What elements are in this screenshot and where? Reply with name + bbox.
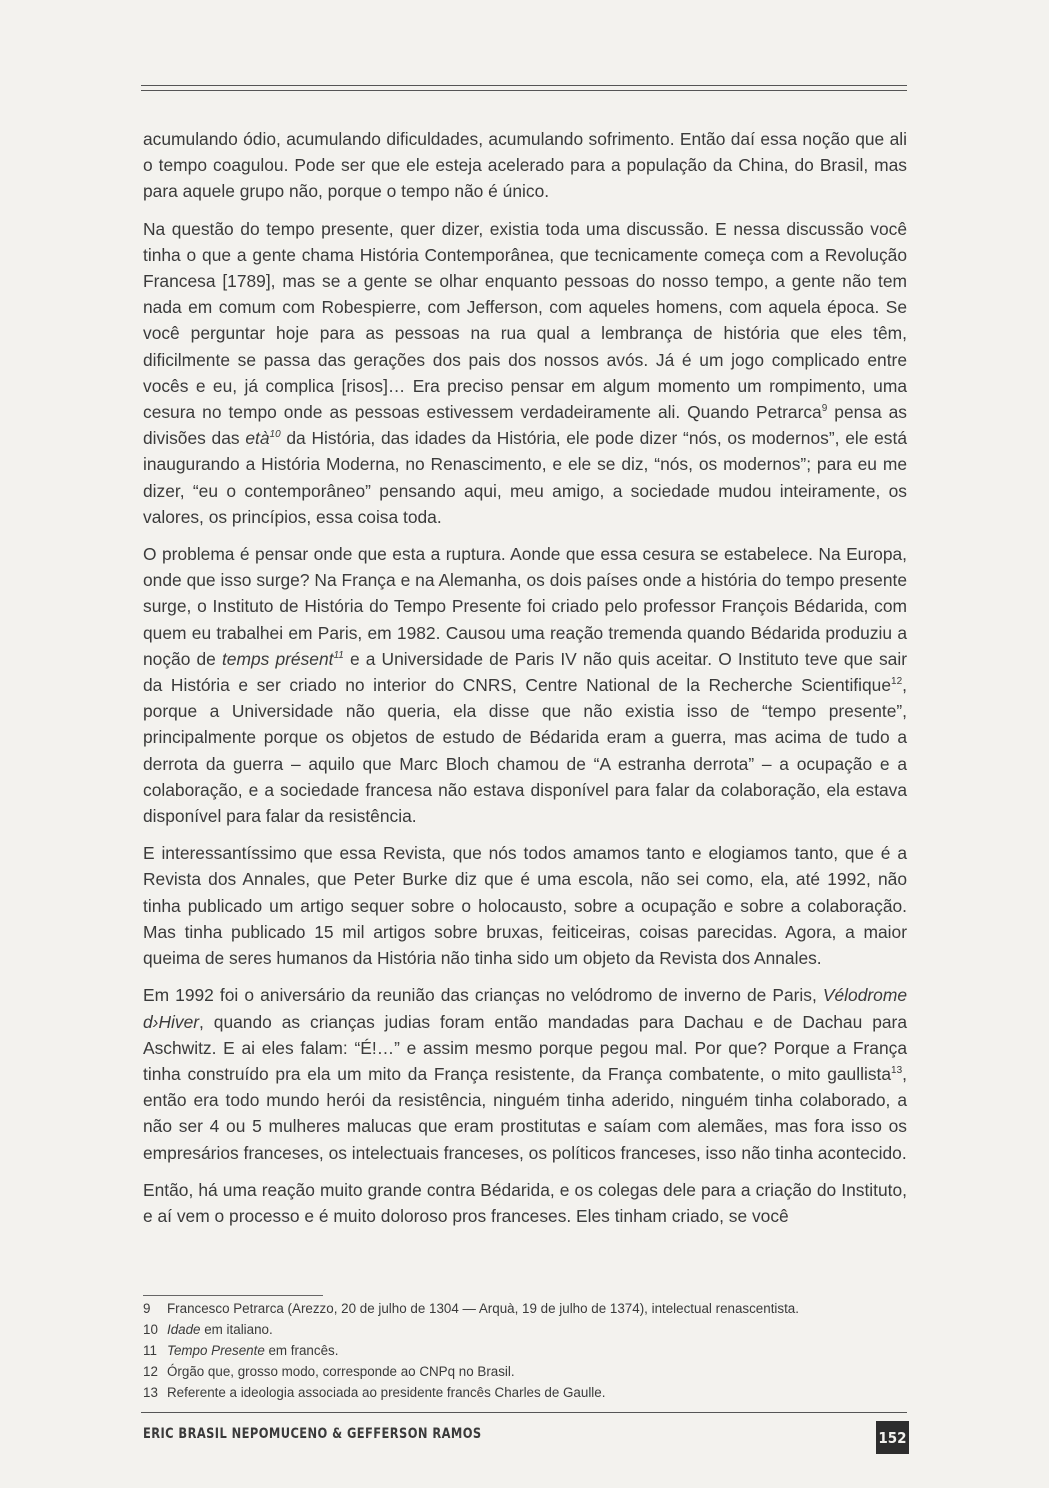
text-run: pensa as divisões das (143, 402, 907, 449)
text-run: O problema é pensar onde que esta a ruptura. Aonde que essa cesura se estabelece. Na Europa, onde que isso surge? Na França e na Alemanha, os dois países onde a história do tempo presente surge, o Instituto de História do Tempo Presente foi criado pelo professor François Bédarida, com quem eu trabalhei em Paris, em 1982. Causou uma reação tremenda quando Bédarida produziu a noção de (143, 544, 907, 669)
text-run: , porque a Universidade não queria, ela disse que não existia isso de “tempo presente”, principalmente porque os objetos de estudo de Bédarida eram a guerra, mas acima de tudo a derrota da guerra – aquilo que Marc Bloch chamou de “A estranha derrota” – a ocupação e a colaboração, e a sociedade francesa não estava disponível para falar da colaboração, ela estava disponível para falar da resistência. (143, 675, 907, 827)
italic-text: Idade (167, 1322, 201, 1337)
body-text (143, 126, 907, 1240)
footnote (143, 1298, 913, 1319)
footnote-number: 10 (143, 1322, 158, 1337)
footnote-number: 9 (143, 1301, 151, 1316)
footnote-number: 13 (143, 1385, 158, 1400)
text-run: acumulando ódio, acumulando dificuldades, acumulando sofrimento. Então daí essa noção que ali o tempo coagulou. Pode ser que ele esteja acelerado para a população da China, do Brasil, mas para aquele grupo não, porque o tempo não é único. (143, 129, 907, 202)
footnote-number: 12 (143, 1364, 158, 1379)
paragraph (143, 216, 907, 530)
footer-rule (141, 1412, 907, 1413)
text-run: em francês. (264, 1343, 339, 1358)
footnote (143, 1361, 913, 1382)
text-run: Na questão do tempo presente, quer dizer, existia toda uma discussão. E nessa discussão você tinha o que a gente chama História Contemporânea, que tecnicamente começa com a Revolução Francesa [1789], mas se a gente se olhar enquanto pessoas do nosso tempo, a gente não tem nada em comum com Robespierre, com Jefferson, com aqueles homens, com aquela época. Se você perguntar hoje para as pessoas na rua qual a lembrança de história que eles têm, dificilmente se passa das gerações dos pais dos nossos avós. Já é um jogo complicado entre vocês e eu, já complica [risos]… Era preciso pensar em algum momento um rompimento, uma cesura no tempo onde as pessoas estivessem verdadeiramente ali. Quando Petrarca (143, 218, 907, 423)
text-run: Então, há uma reação muito grande contra Bédarida, e os colegas dele para a criação do Instituto, e aí vem o processo e é muito doloroso pros franceses. Eles tinham criado, se você (143, 1179, 907, 1226)
footnote (143, 1382, 913, 1403)
footnote-ref: 9 (821, 403, 828, 415)
text-run: , quando as crianças judias foram então mandadas para Dachau e de Dachau para Aschwitz. E ai eles falam: “É!…” e assim mesmo porque pegou mal. Por que? Porque a França tinha construído pra ela um mito da França resistente, da França combatente, o mito gaullista (143, 1011, 907, 1084)
footnote-number: 11 (143, 1343, 157, 1358)
text-run: Em 1992 foi o aniversário da reunião das crianças no velódromo de inverno de Paris, (143, 985, 823, 1006)
footnote (143, 1319, 913, 1340)
text-run: Órgão que, grosso modo, corresponde ao CNPq no Brasil. (167, 1364, 515, 1379)
text-run: da História, das idades da História, ele pode dizer “nós, os modernos”, ele está inaugurando a História Moderna, no Renascimento, e ele se diz, “nós, os modernos”; para eu me dizer, “eu o contemporâneo” pensando aqui, meu amigo, a sociedade mudou inteiramente, os valores, os princípios, essa coisa toda. (143, 428, 908, 527)
paragraph (143, 840, 907, 971)
italic-text: età (245, 428, 270, 449)
footnote-ref: 12 (891, 676, 903, 688)
italic-text: Tempo Presente (167, 1343, 265, 1358)
italic-text: temps présent (221, 648, 334, 669)
footnotes (143, 1298, 913, 1403)
footnote-ref: 11 (333, 650, 344, 662)
text-run: E interessantíssimo que essa Revista, que nós todos amamos tanto e elogiamos tanto, que é a Revista dos Annales, que Peter Burke diz que é uma escola, não sei como, ela, até 1992, não tinha publicado um artigo sequer sobre o holocausto, sobre a ocupação e sobre a colaboração. Mas tinha publicado 15 mil artigos sobre bruxas, feiticeiras, coisas parecidas. Agora, a maior queima de seres humanos da História não tinha sido um objeto da Revista dos Annales. (143, 843, 907, 969)
footnote-separator (143, 1295, 323, 1296)
text-run: Francesco Petrarca (Arezzo, 20 de julho de 1304 — Arquà, 19 de julho de 1374), intelectual renascentista. (167, 1301, 799, 1316)
footnote-ref: 10 (269, 429, 281, 441)
text-run: , então era todo mundo herói da resistência, ninguém tinha aderido, ninguém tinha colaborado, a não ser 4 ou 5 mulheres malucas que eram prostitutas e saíam com alemães, mas fora isso os empresários franceses, os intelectuais franceses, os políticos franceses, isso não tinha acontecido. (143, 1063, 907, 1163)
footnote-ref: 13 (891, 1065, 903, 1077)
paragraph (143, 126, 907, 205)
page-number: 152 (876, 1421, 909, 1454)
paragraph (143, 982, 907, 1165)
paragraph (143, 1177, 907, 1229)
footer-authors: ERIC BRASIL NEPOMUCENO & GEFFERSON RAMOS (143, 1426, 482, 1442)
text-run: em italiano. (200, 1322, 273, 1337)
footnote (143, 1340, 913, 1361)
text-run: Referente a ideologia associada ao presidente francês Charles de Gaulle. (167, 1385, 606, 1400)
text-run: e a Universidade de Paris IV não quis aceitar. O Instituto teve que sair da História e ser criado no interior do CNRS, Centre National de la Recherche Scientifique (143, 648, 908, 696)
header-rule (141, 85, 907, 91)
italic-text: Vélodrome d›Hiver (143, 985, 907, 1032)
paragraph (143, 541, 907, 829)
